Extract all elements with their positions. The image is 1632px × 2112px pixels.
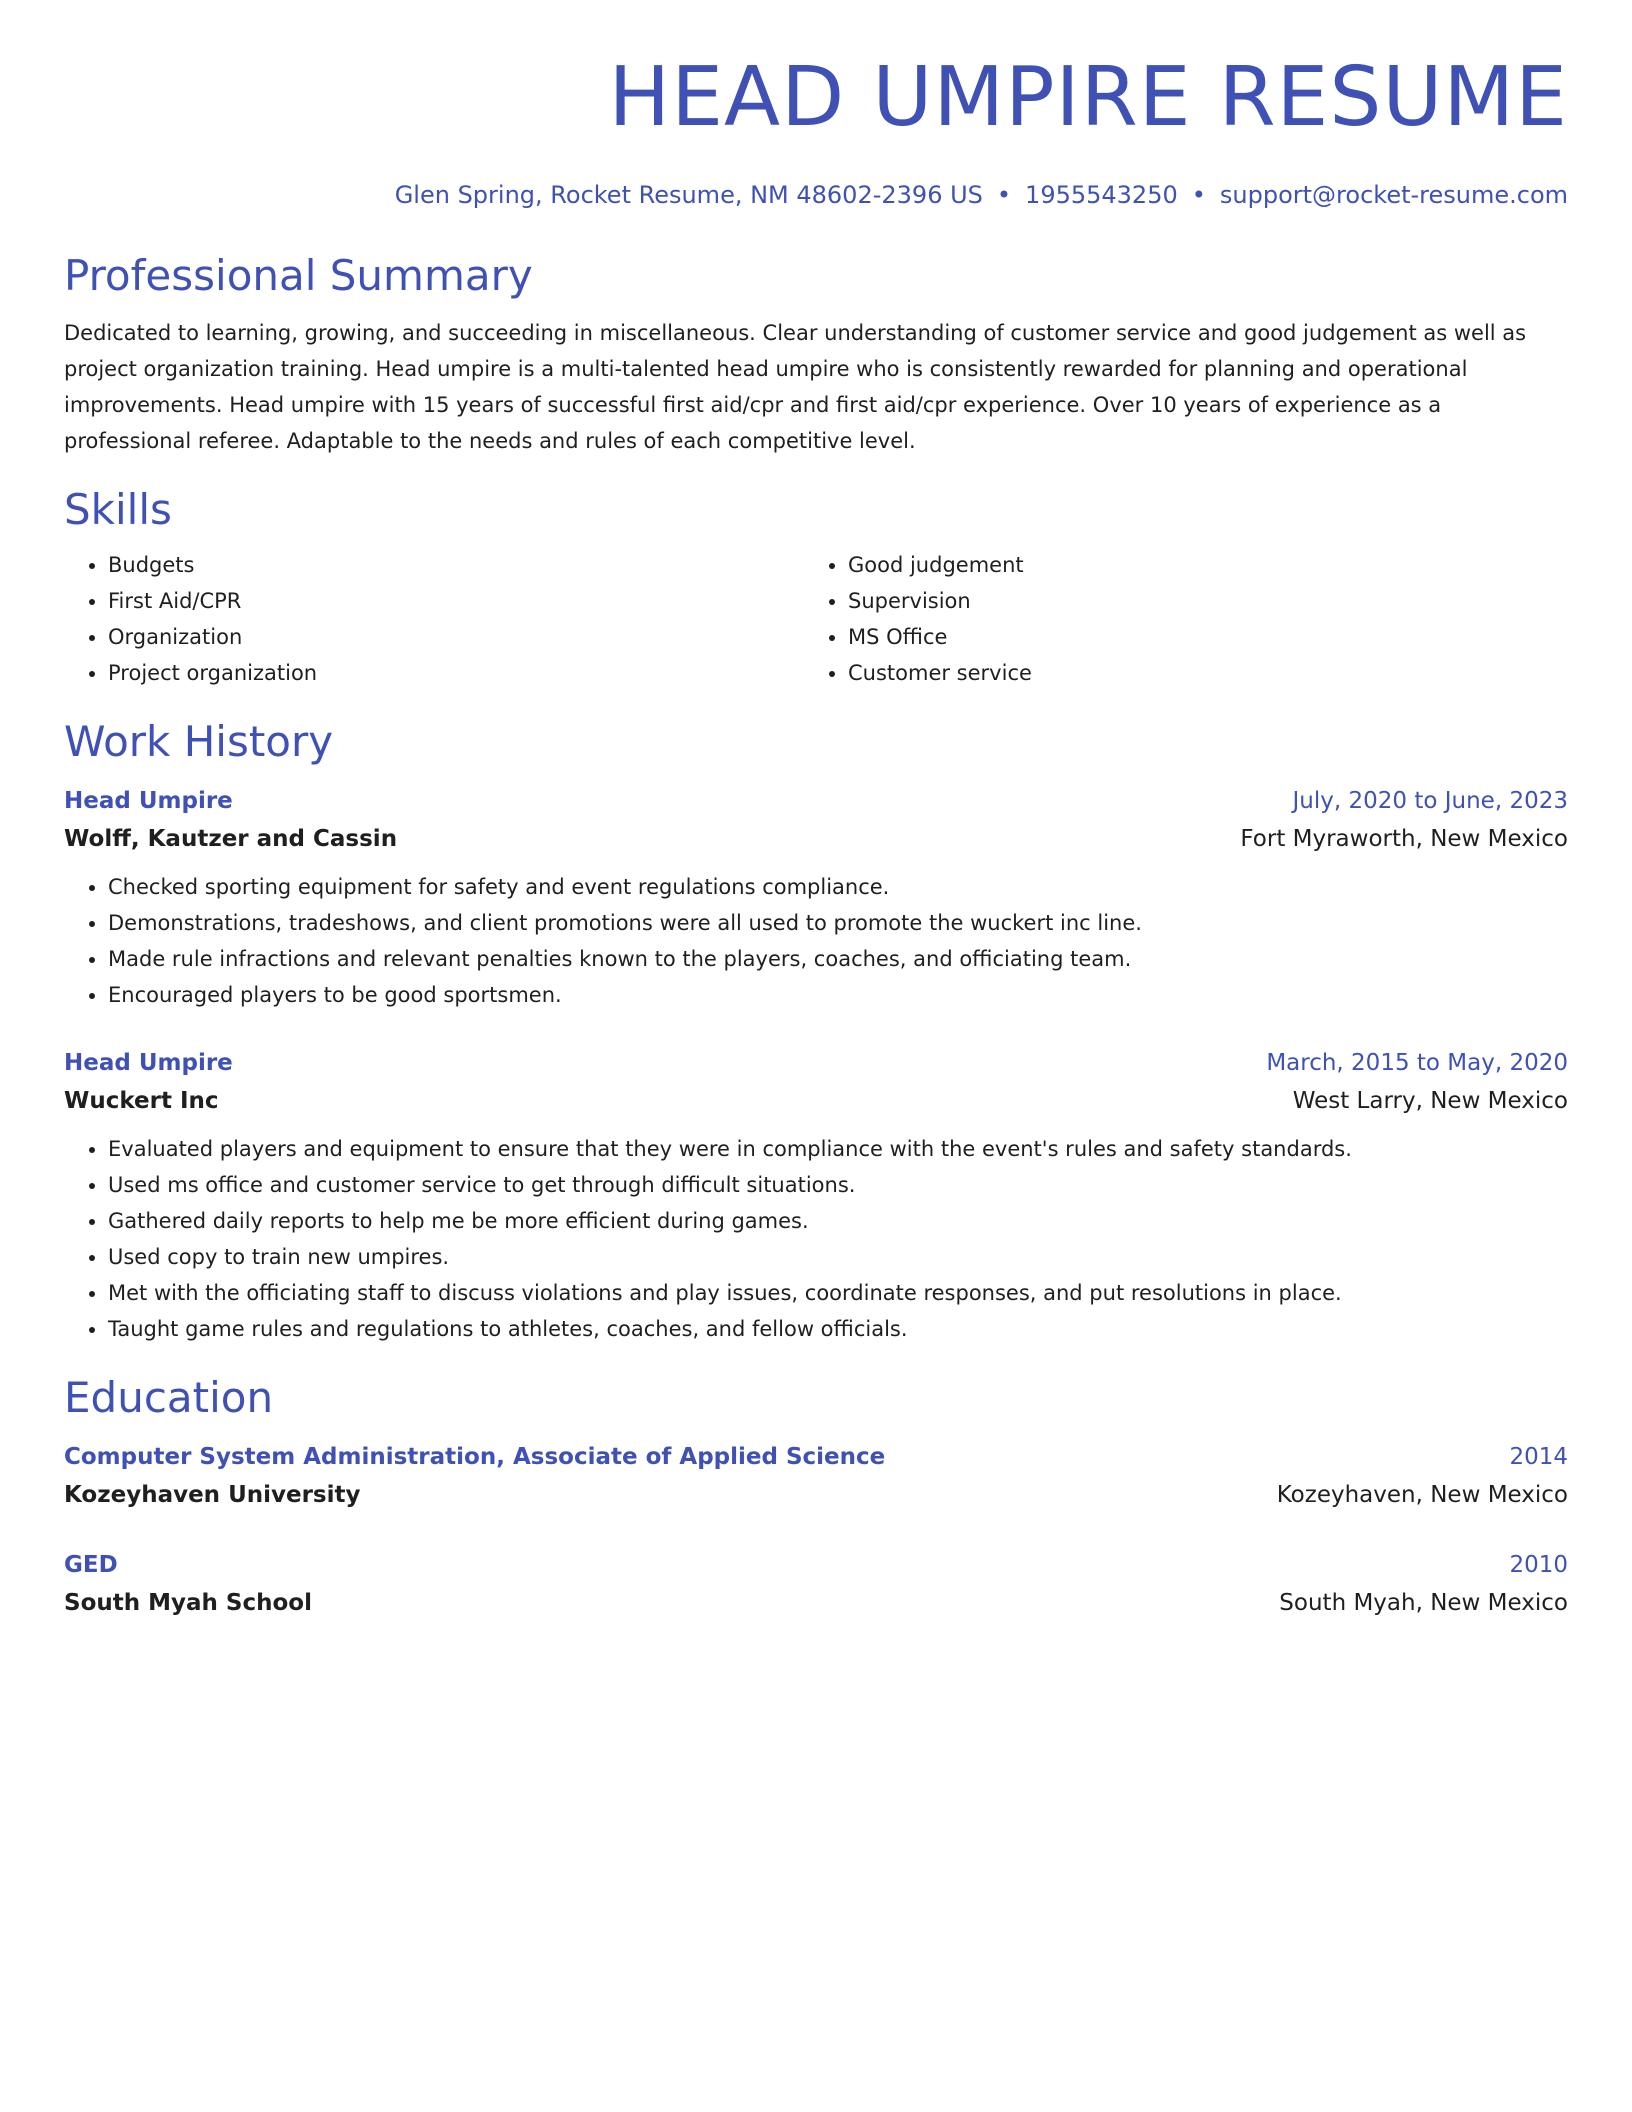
- resume-name: HEAD UMPIRE RESUME: [608, 50, 1568, 145]
- job-dates: March, 2015 to May, 2020: [1266, 1050, 1568, 1076]
- contact-separator: •: [996, 181, 1012, 209]
- education-year: 2010: [1509, 1552, 1568, 1578]
- education-heading: Education: [64, 1373, 274, 1422]
- job-company: Wolff, Kautzer and Cassin: [64, 826, 398, 852]
- job-bullets: [64, 1131, 1568, 1347]
- job-bullet: • Used copy to train new umpires.: [108, 1239, 1568, 1275]
- contact-address: Glen Spring, Rocket Resume, NM 48602-2396 US: [394, 181, 983, 209]
- job-bullet: • Used ms office and customer service to get through difficult situations.: [108, 1167, 1568, 1203]
- job-company-row: [64, 1081, 1568, 1121]
- job-role: Head Umpire: [64, 788, 233, 814]
- job-bullet: • Encouraged players to be good sportsmen.: [108, 977, 1568, 1013]
- education-entry: [64, 1439, 1568, 1515]
- education-school: South Myah School: [64, 1590, 312, 1616]
- job-bullet: • Met with the officiating staff to discuss violations and play issues, coordinate responses, and put resolutions in place.: [108, 1275, 1568, 1311]
- skill-item: • Organization: [108, 619, 804, 655]
- education-location: South Myah, New Mexico: [1279, 1590, 1568, 1616]
- skill-item: • Project organization: [108, 655, 804, 691]
- job-company-row: [64, 819, 1568, 859]
- education-degree: Computer System Administration, Associate of Applied Science: [64, 1444, 886, 1470]
- job-bullet: • Checked sporting equipment for safety and event regulations compliance.: [108, 869, 1568, 905]
- job-bullets: [64, 869, 1568, 1013]
- skill-item: • Supervision: [848, 583, 1544, 619]
- contact-line: [64, 180, 1568, 210]
- skill-item: • Budgets: [108, 547, 804, 583]
- skills-heading: Skills: [64, 485, 172, 534]
- education-degree-row: [64, 1547, 1568, 1583]
- job-entry: [64, 783, 1568, 1013]
- education-location: Kozeyhaven, New Mexico: [1276, 1482, 1568, 1508]
- contact-separator: •: [1191, 181, 1206, 209]
- job-bullet: • Demonstrations, tradeshows, and client promotions were all used to promote the wuckert inc line.: [108, 905, 1568, 941]
- work-history-heading: Work History: [64, 717, 334, 766]
- contact-phone: 1955543250: [1025, 181, 1178, 209]
- skills-list: [64, 547, 1568, 691]
- education-school-row: [64, 1583, 1568, 1623]
- skills-column-right: [804, 547, 1544, 691]
- job-bullet: • Made rule infractions and relevant penalties known to the players, coaches, and officiating team.: [108, 941, 1568, 977]
- job-bullet: • Gathered daily reports to help me be more efficient during games.: [108, 1203, 1568, 1239]
- education-degree: GED: [64, 1552, 118, 1578]
- job-title-row: [64, 783, 1568, 819]
- job-company: Wuckert Inc: [64, 1088, 219, 1114]
- education-year: 2014: [1509, 1444, 1568, 1470]
- skill-item: • Customer service: [848, 655, 1544, 691]
- summary-heading: Professional Summary: [64, 251, 533, 300]
- job-dates: July, 2020 to June, 2023: [1292, 788, 1568, 814]
- summary-text: Dedicated to learning, growing, and succeeding in miscellaneous. Clear understanding of customer service and good judgement as well as project organization training. Head umpire is a multi-talented head umpire who is consistently rewarded for planning and operational improvements. Head umpire with 15 years of successful first aid/cpr and first aid/cpr experience. Over 10 years of experience as a professional referee. Adaptable to the needs and rules of each competitive level.: [64, 321, 1527, 453]
- education-school-row: [64, 1475, 1568, 1515]
- education-entry: [64, 1547, 1568, 1623]
- job-bullet: • Taught game rules and regulations to athletes, coaches, and fellow officials.: [108, 1311, 1568, 1347]
- skill-item: • MS Office: [848, 619, 1544, 655]
- job-location: Fort Myraworth, New Mexico: [1240, 826, 1568, 852]
- job-entry: [64, 1045, 1568, 1347]
- education-school: Kozeyhaven University: [64, 1482, 361, 1508]
- contact-email[interactable]: support@rocket-resume.com: [1219, 181, 1568, 209]
- skills-column-left: [64, 547, 804, 691]
- job-title-row: [64, 1045, 1568, 1081]
- job-bullet: • Evaluated players and equipment to ensure that they were in compliance with the event's rules and safety standards.: [108, 1131, 1568, 1167]
- job-role: Head Umpire: [64, 1050, 233, 1076]
- skill-item: • Good judgement: [848, 547, 1544, 583]
- skill-item: • First Aid/CPR: [108, 583, 804, 619]
- education-degree-row: [64, 1439, 1568, 1475]
- job-location: West Larry, New Mexico: [1292, 1088, 1568, 1114]
- resume-header: [64, 50, 1568, 210]
